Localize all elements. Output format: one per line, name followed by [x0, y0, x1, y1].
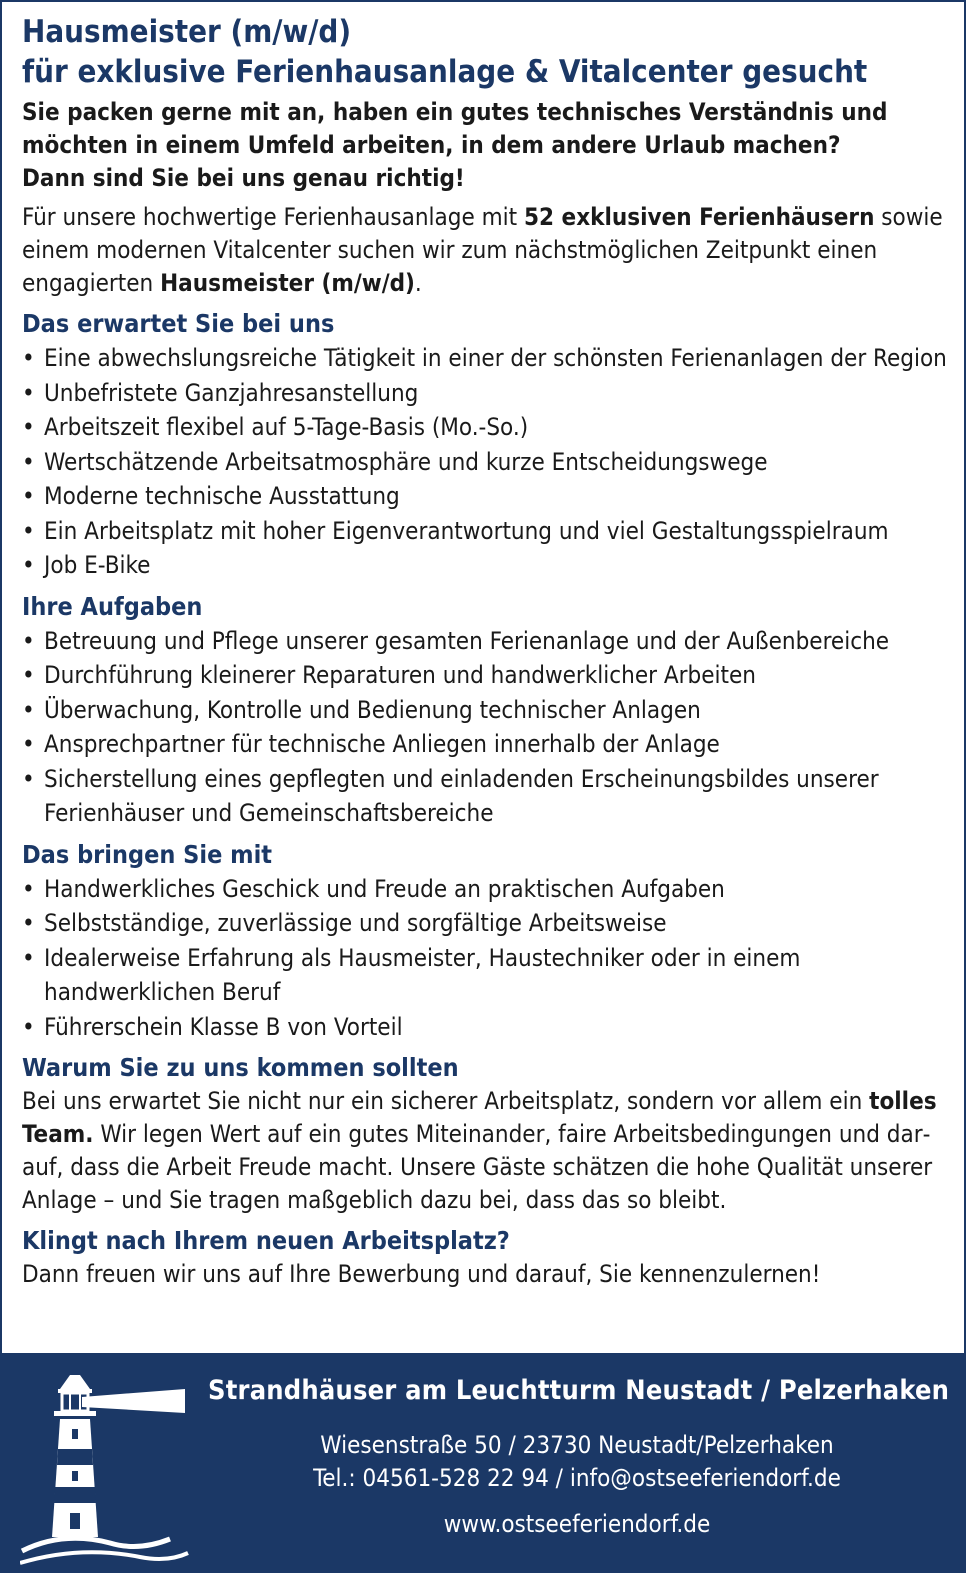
highlight-houses: 52 exklusiven Ferienhäusern	[523, 203, 875, 231]
intro-text	[22, 96, 947, 195]
company-address-block	[267, 1429, 887, 1495]
offer-list	[22, 341, 947, 583]
title-line-1: Hausmeister (m/w/d)	[22, 14, 352, 50]
list-item: • Unbefristete Ganzjahresanstellung	[22, 376, 947, 411]
tasks-heading: Ihre Aufgaben	[22, 591, 203, 621]
lighthouse-icon	[20, 1367, 190, 1567]
title-line-2: für exklusive Ferienhausanlage & Vitalcenter gesucht	[22, 54, 868, 90]
list-item: • Handwerkliches Geschick und Freude an praktischen Aufgaben	[22, 872, 947, 907]
list-item: • Sicherstellung eines gepflegten und einladenden Erscheinungsbildes unserer Ferienhäuser und Gemeinschaftsbereiche	[22, 762, 947, 831]
list-item: • Durchführung kleinerer Reparaturen und handwerklicher Arbeiten	[22, 658, 947, 693]
list-item: • Ansprechpartner für technische Anliegen innerhalb der Anlage	[22, 727, 947, 762]
highlight-position: Hausmeister (m/w/d)	[160, 269, 415, 297]
why-text: Bei uns erwartet Sie nicht nur ein sicherer Arbeitsplatz, sondern vor allem ein tolles Team. Wir legen Wert auf ein gutes Miteinander, faire Arbeitsbedingungen und darauf, dass die Arbeit Freude macht. Unsere Gäste schätzen die hohe Qualität unserer Anlage – und Sie tragen maßgeblich dazu bei, dass das so bleibt.	[22, 1087, 937, 1214]
description-text: Für unsere hochwertige Ferienhausanlage mit 52 exklusiven Ferienhäusern sowie einem modernen Vitalcenter suchen wir zum nächstmöglichen Zeitpunkt einen engagierten Hausmeister (m/w/d).	[22, 203, 943, 297]
company-website-link[interactable]: www.ostseeferiendorf.de	[443, 1510, 711, 1538]
requirements-list	[22, 872, 947, 1045]
list-item: • Idealerweise Erfahrung als Hausmeister, Haustechniker oder in einem handwerklichen Beruf	[22, 941, 947, 1010]
company-address: Wiesenstraße 50 / 23730 Neustadt/Pelzerhaken	[320, 1431, 834, 1459]
highlight-team: tolles Team.	[22, 1087, 937, 1148]
list-item: • Moderne technische Ausstattung	[22, 479, 947, 514]
list-item: • Überwachung, Kontrolle und Bedienung technischer Anlagen	[22, 693, 947, 728]
company-contact[interactable]: Tel.: 04561-528 22 94 / info@ostseeferiendorf.de	[313, 1464, 841, 1492]
list-item: • Job E-Bike	[22, 548, 947, 583]
company-name: Strandhäuser am Leuchtturm Neustadt / Pelzerhaken	[208, 1375, 950, 1406]
list-item: • Selbstständige, zuverlässige und sorgfältige Arbeitsweise	[22, 906, 947, 941]
list-item: • Eine abwechslungsreiche Tätigkeit in einer der schönsten Ferienanlagen der Region	[22, 341, 947, 376]
cta-heading: Klingt nach Ihrem neuen Arbeitsplatz?	[22, 1226, 510, 1255]
list-item: • Arbeitszeit flexibel auf 5-Tage-Basis (Mo.-So.)	[22, 410, 947, 445]
job-title	[22, 12, 947, 92]
list-item: • Führerschein Klasse B von Vorteil	[22, 1010, 947, 1045]
intro-line-3: Dann sind Sie bei uns genau richtig!	[22, 164, 465, 192]
intro-line-1: Sie packen gerne mit an, haben ein gutes technisches Verständnis und	[22, 98, 888, 126]
ad-content	[22, 12, 947, 1291]
list-item: • Wertschätzende Arbeitsatmosphäre und kurze Entscheidungswege	[22, 445, 947, 480]
list-item: • Ein Arbeitsplatz mit hoher Eigenverantwortung und viel Gestaltungsspielraum	[22, 514, 947, 549]
why-heading: Warum Sie zu uns kommen sollten	[22, 1053, 459, 1082]
list-item: • Betreuung und Pflege unserer gesamten Ferienanlage und der Außenbereiche	[22, 624, 947, 659]
intro-line-2: möchten in einem Umfeld arbeiten, in dem andere Urlaub machen?	[22, 131, 841, 159]
requirements-heading: Das bringen Sie mit	[22, 839, 273, 869]
offer-heading: Das erwartet Sie bei uns	[22, 309, 335, 338]
tasks-list	[22, 624, 947, 831]
cta-text: Dann freuen wir uns auf Ihre Bewerbung und darauf, Sie kennenzulernen!	[22, 1260, 821, 1288]
company-footer	[2, 1353, 964, 1571]
